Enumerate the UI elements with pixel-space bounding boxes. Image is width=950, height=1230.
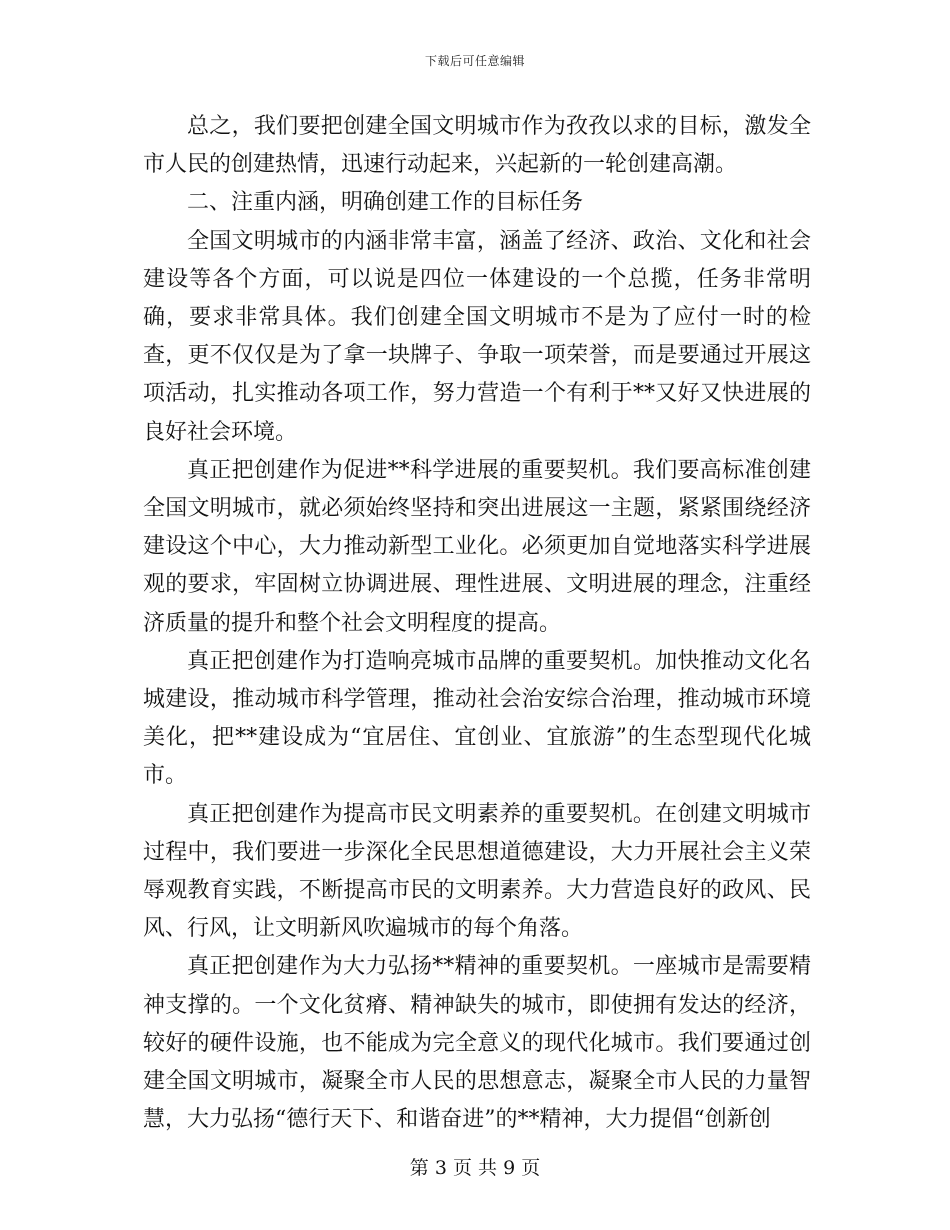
paragraph-civic-literacy: 真正把创建作为提高市民文明素养的重要契机。在创建文明城市过程中，我们要进一步深化全民思想道德建设，大力开展社会主义荣辱观教育实践，不断提高市民的文明素养。大力营造良好的政风、民风、行风，让文明新风吹遍城市的每个角落。 [143,801,811,942]
page-label-prefix: 第 [409,1157,429,1179]
paragraph-city-brand: 真正把创建作为打造响亮城市品牌的重要契机。加快推动文化名城建设，推动城市科学管理，推动社会治安综合治理，推动城市环境美化，把**建设成为“宜居住、宜创业、宜旅游”的生态型现代化城市。 [143,648,811,789]
document-body [143,108,811,1139]
section-heading: 二、注重内涵，明确创建工作的目标任务 [187,190,584,216]
paragraph-scientific-development: 真正把创建作为促进**科学进展的重要契机。我们要高标准创建全国文明城市，就必须始终坚持和突出进展这一主题，紧紧围绕经济建设这个中心，大力推动新型工业化。必须更加自觉地落实科学进展观的要求，牢固树立协调进展、理性进展、文明进展的理念，注重经济质量的提升和整个社会文明程度的提高。 [143,457,811,636]
page-label-mid: 页 共 [452,1157,498,1179]
page-label-suffix: 页 [521,1157,541,1179]
paragraph-conclusion: 总之，我们要把创建全国文明城市作为孜孜以求的目标，激发全市人民的创建热情，迅速行动起来，兴起新的一轮创建高潮。 [143,114,811,178]
total-pages-number: 9 [503,1157,516,1179]
page-number-footer [0,1153,950,1180]
paragraph-connotation: 全国文明城市的内涵非常丰富，涵盖了经济、政治、文化和社会建设等各个方面，可以说是四位一体建设的一个总揽，任务非常明确，要求非常具体。我们创建全国文明城市不是为了应付一时的检查，更不仅仅是为了拿一块牌子、争取一项荣誉，而是要通过开展这项活动，扎实推动各项工作，努力营造一个有利于**又好又快进展的良好社会环境。 [143,228,811,445]
page-header-note: 下载后可任意编辑 [424,54,525,68]
current-page-number: 3 [434,1157,447,1179]
paragraph-city-spirit: 真正把创建作为大力弘扬**精神的重要契机。一座城市是需要精神支撑的。一个文化贫瘠、精神缺失的城市，即使拥有发达的经济，较好的硬件设施，也不能成为完全意义的现代化城市。我们要通过创建全国文明城市，凝聚全市人民的思想意志，凝聚全市人民的力量智慧，大力弘扬“德行天下、和谐奋进”的**精神，大力提倡“创新创 [143,954,811,1133]
